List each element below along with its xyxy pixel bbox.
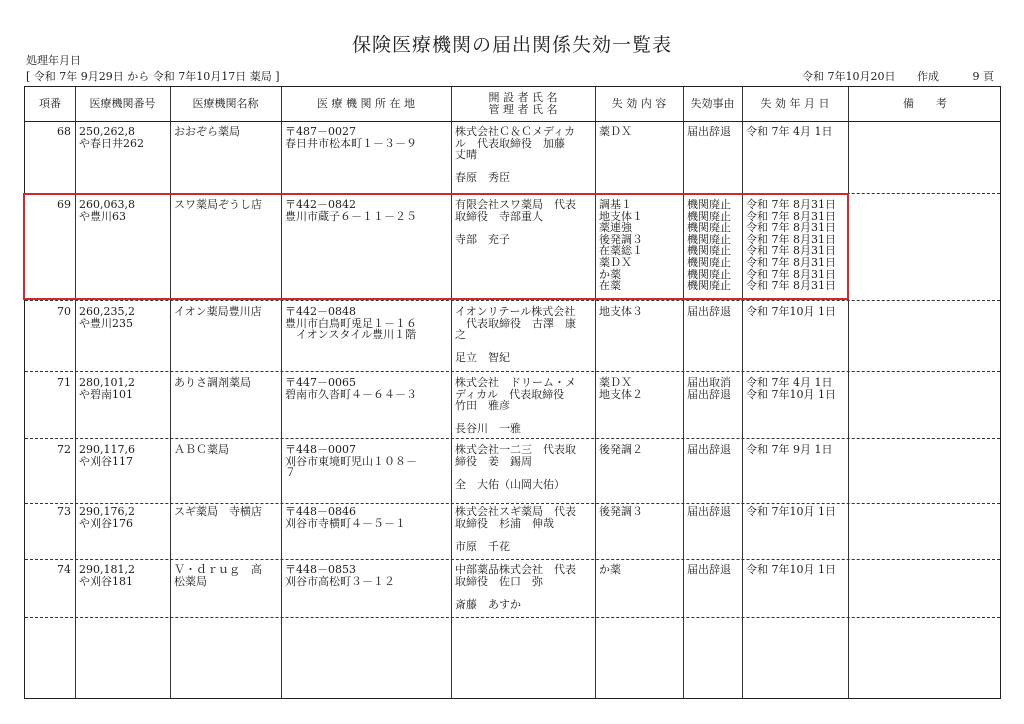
row-owner: 有限会社スワ薬局 代表 取締役 寺部重人 寺部 充子 — [455, 198, 576, 246]
col-header-no: 項番 — [39, 97, 61, 110]
row-date: 令和 7年 4月 1日 — [746, 125, 833, 138]
row-reason: 機関廃止 機関廃止 機関廃止 機関廃止 機関廃止 機関廃止 機関廃止 機関廃止 — [687, 198, 731, 293]
row-address: 〒448－0853 刈谷市高松町３－１２ — [285, 563, 395, 588]
row-name: イオン薬局豊川店 — [174, 305, 262, 318]
row-code: 260,063,8 や豊川63 — [79, 198, 135, 223]
row-reason: 届出辞退 — [687, 505, 731, 518]
row-date: 令和 7年10月 1日 — [746, 305, 836, 318]
created-label: 作成 — [917, 70, 939, 83]
row-address: 〒487－0027 春日井市松本町１－３－９ — [285, 125, 417, 150]
row-no: 71 — [57, 376, 71, 389]
row-address: 〒442－0842 豊川市蔵子６－１１－２５ — [285, 198, 417, 223]
row-name: ありさ調剤薬局 — [174, 376, 251, 389]
row-reason: 届出辞退 — [687, 125, 731, 138]
row-content: 後発調３ — [599, 505, 643, 518]
row-address: 〒448－0007 刈谷市東境町児山１０８－ ７ — [285, 443, 417, 480]
row-no: 68 — [57, 125, 71, 138]
row-date: 令和 7年 8月31日 令和 7年 8月31日 令和 7年 8月31日 令和 7年 8月31日 令和 7年 8月31日 令和 7年 8月31日 令和 7年 8月31日 令和 7年 8月31日 — [746, 198, 836, 293]
row-reason: 届出辞退 — [687, 563, 731, 576]
row-owner: 中部薬品株式会社 代表 取締役 佐口 弥 斎藤 あすか — [455, 563, 576, 611]
row-date: 令和 7年 4月 1日 令和 7年10月 1日 — [746, 376, 836, 401]
row-address: 〒442－0848 豊川市白鳥町兎足１－１６ イオンスタイル豊川１階 — [285, 305, 417, 342]
row-no: 74 — [57, 563, 71, 576]
row-reason: 届出辞退 — [687, 305, 731, 318]
row-content: 薬ＤＸ 地支体２ — [599, 376, 643, 401]
row-no: 73 — [57, 505, 71, 518]
row-code: 290,176,2 や刈谷176 — [79, 505, 135, 530]
col-header-owner: 開 設 者 氏 名 管 理 者 氏 名 — [488, 91, 558, 116]
row-reason: 届出取消 届出辞退 — [687, 376, 731, 401]
row-name: おおぞら薬局 — [174, 125, 240, 138]
row-no: 72 — [57, 443, 71, 456]
row-owner: イオンリテール株式会社 代表取締役 古澤 康 之 足立 智紀 — [455, 305, 576, 365]
period-range: [ 令和 7年 9月29日 から 令和 7年10月17日 薬局 ] — [26, 70, 280, 83]
row-content: 薬ＤＸ — [599, 125, 632, 138]
col-header-note: 備 考 — [903, 97, 947, 110]
row-date: 令和 7年 9月 1日 — [746, 443, 833, 456]
col-header-date: 失 効 年 月 日 — [760, 97, 830, 110]
row-content: か薬 — [599, 563, 621, 576]
created-date: 令和 7年10月20日 — [802, 70, 896, 83]
row-content: 調基１ 地支体１ 薬連強 後発調３ 在薬総１ 薬ＤＸ か薬 在薬 — [599, 198, 643, 293]
row-code: 290,181,2 や刈谷181 — [79, 563, 135, 588]
row-code: 250,262,8 や春日井262 — [79, 125, 144, 150]
report-title: 保険医療機関の届出関係失効一覧表 — [351, 34, 672, 56]
row-owner: 株式会社 ドリーム・メ ディカル 代表取締役 竹田 雅彦 長谷川 一雅 — [455, 376, 576, 436]
row-name: ＡＢＣ薬局 — [174, 443, 229, 456]
row-code: 290,117,6 や刈谷117 — [79, 443, 135, 468]
row-code: 260,235,2 や豊川235 — [79, 305, 135, 330]
col-header-code: 医療機関番号 — [89, 97, 156, 110]
processing-date-label: 処理年月日 — [26, 54, 81, 67]
row-date: 令和 7年10月 1日 — [746, 505, 836, 518]
row-content: 地支体３ — [599, 305, 643, 318]
row-date: 令和 7年10月 1日 — [746, 563, 836, 576]
row-owner: 株式会社一二三 代表取 締役 姜 錫周 全 大佑（山岡大佑） — [455, 443, 576, 491]
col-header-content: 失 効 内 容 — [611, 97, 667, 110]
row-owner: 株式会社スギ薬局 代表 取締役 杉浦 伸哉 市原 千花 — [455, 505, 576, 553]
row-no: 70 — [57, 305, 71, 318]
row-name: スギ薬局 寺横店 — [174, 505, 262, 518]
row-name: スワ薬局ぞうし店 — [174, 198, 262, 211]
page-number: 9 頁 — [972, 70, 994, 83]
row-owner: 株式会社Ｃ＆Ｃメディカ ル 代表取締役 加藤 丈晴 春原 秀臣 — [455, 125, 576, 185]
row-content: 後発調２ — [599, 443, 643, 456]
row-name: Ｖ・ｄｒｕｇ 高 松薬局 — [174, 563, 262, 588]
row-address: 〒448－0846 刈谷市寺横町４－５－１ — [285, 505, 406, 530]
row-address: 〒447－0065 碧南市久沓町４－６４－３ — [285, 376, 417, 401]
col-header-reason: 失効事由 — [690, 97, 735, 110]
col-header-address: 医 療 機 関 所 在 地 — [317, 97, 415, 110]
created-info — [802, 68, 994, 84]
col-header-name: 医療機関名称 — [192, 97, 259, 110]
row-reason: 届出辞退 — [687, 443, 731, 456]
row-code: 280,101,2 や碧南101 — [79, 376, 135, 401]
lapse-table — [24, 86, 1001, 699]
row-no: 69 — [57, 198, 71, 211]
